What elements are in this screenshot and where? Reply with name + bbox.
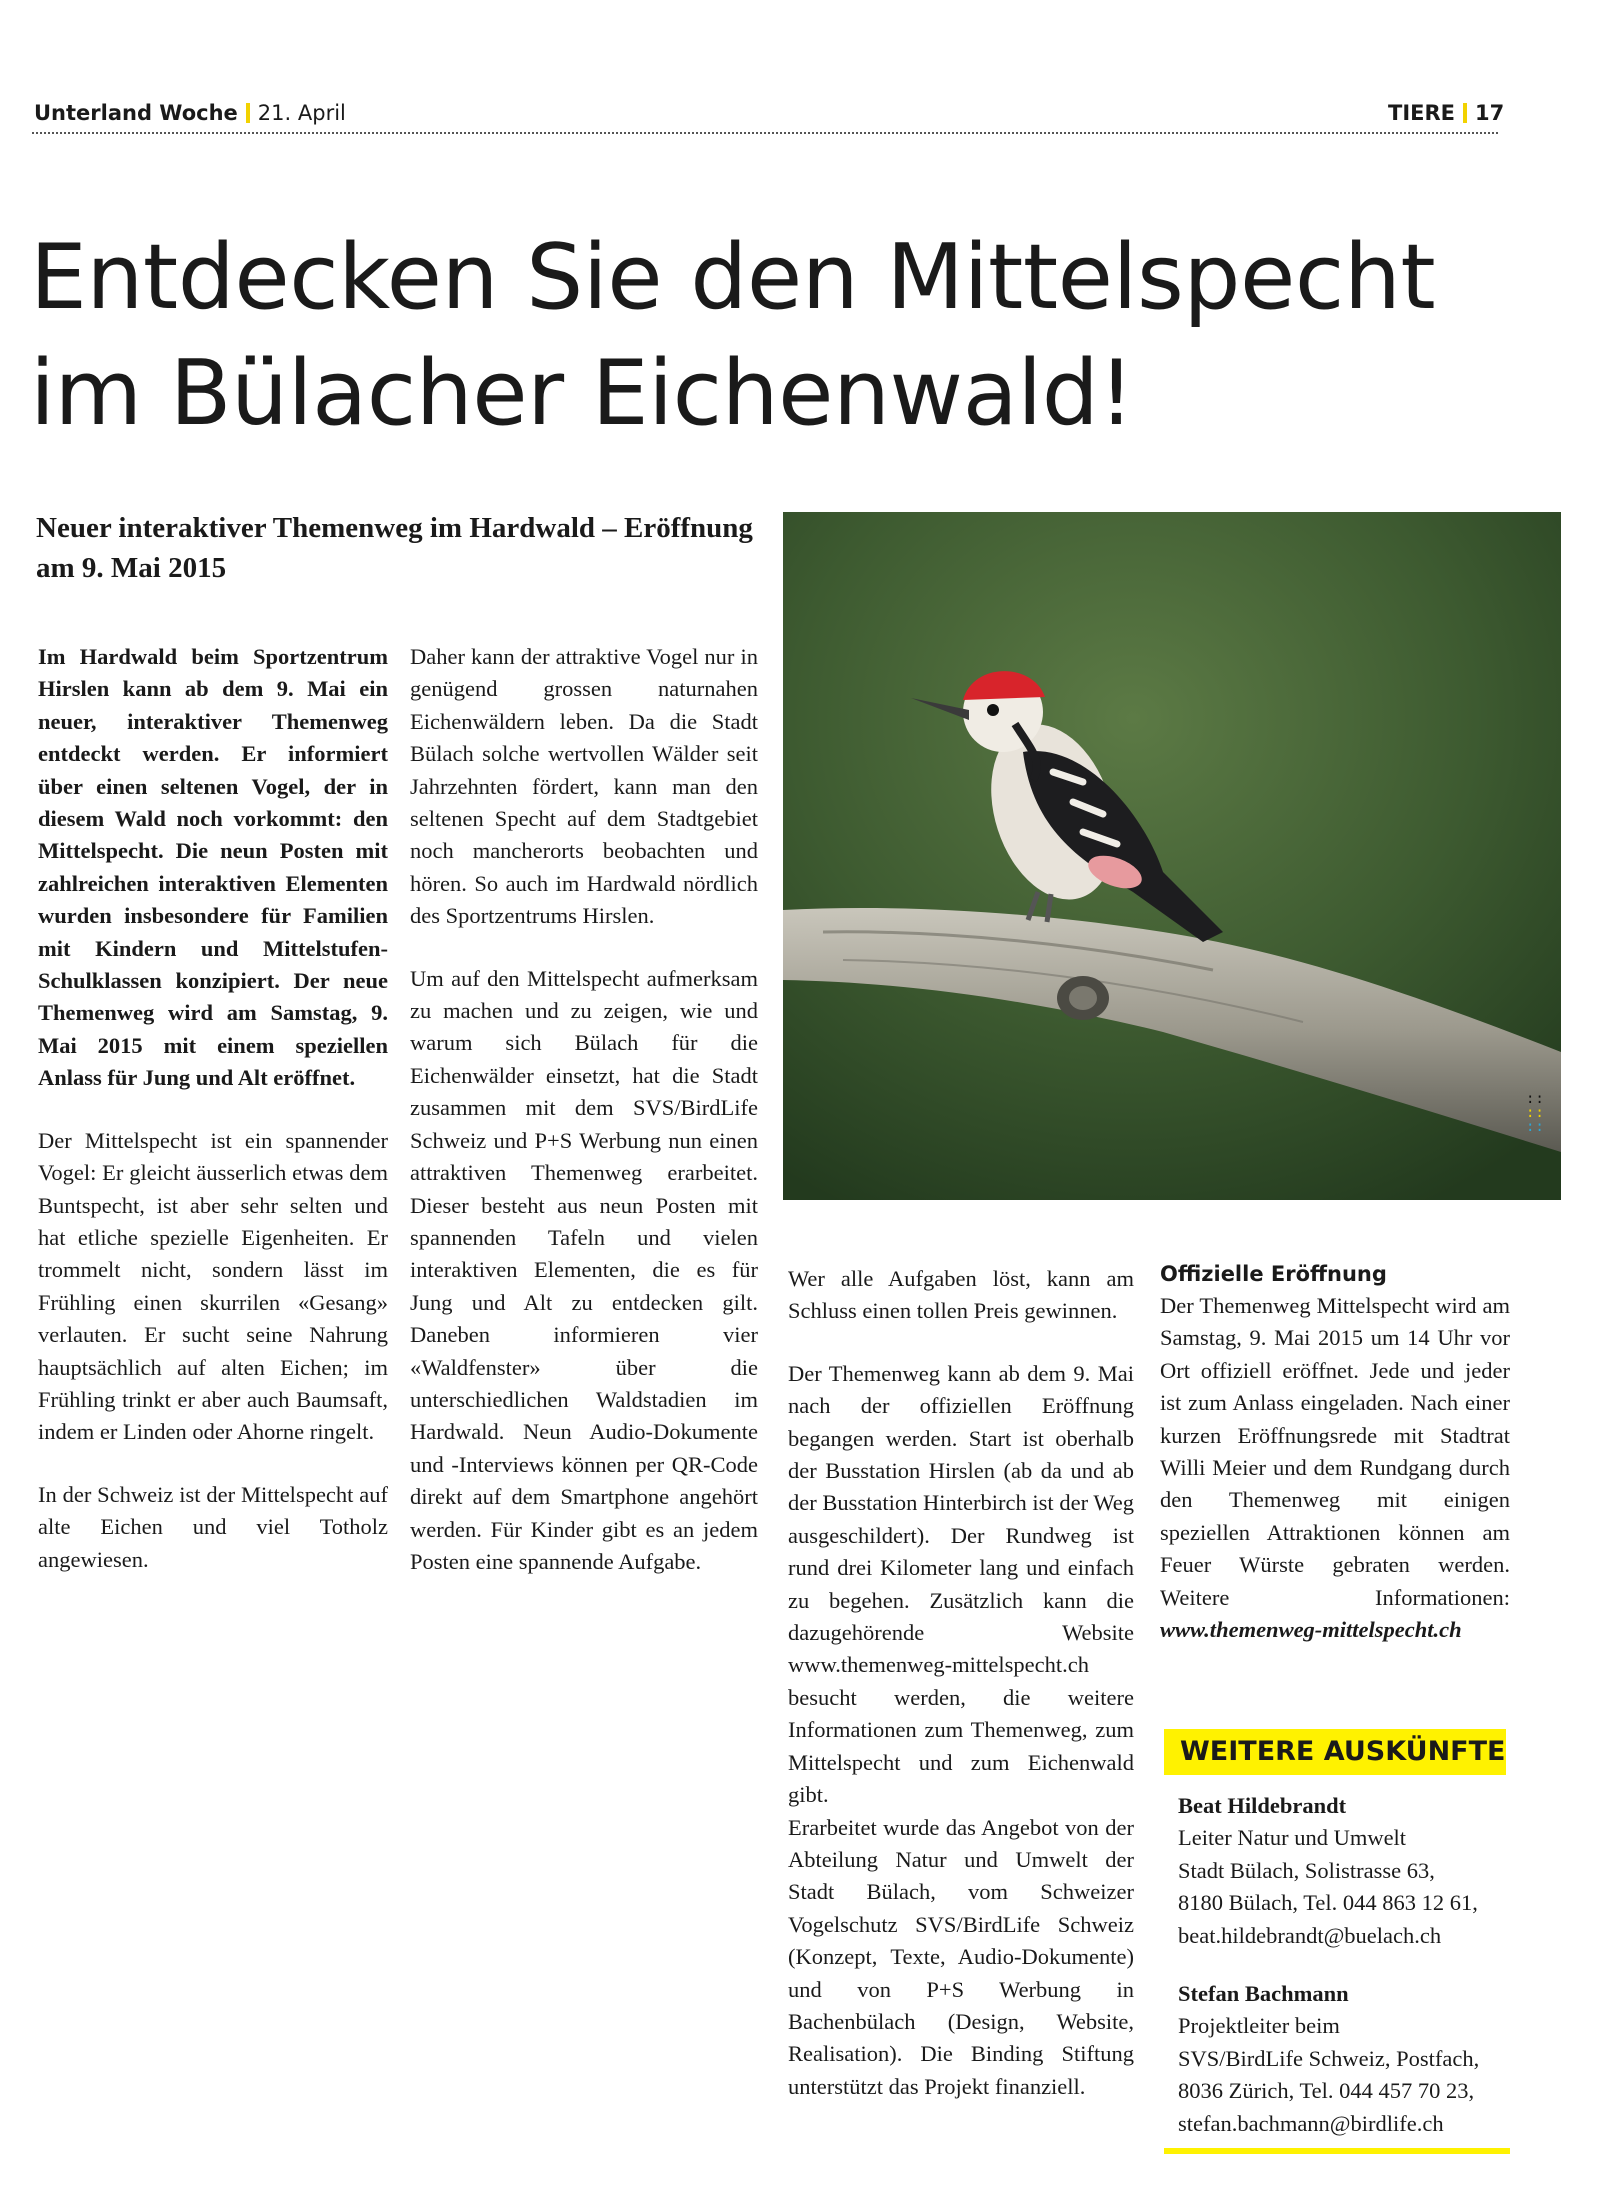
contact-role: Leiter Natur und Umwelt — [1178, 1825, 1407, 1851]
header-separator — [246, 103, 250, 123]
opening-text — [1160, 1290, 1510, 1646]
info-box-underline — [1164, 2148, 1510, 2154]
contact-email[interactable]: beat.hildebrandt@buelach.ch — [1178, 1922, 1442, 1948]
woodpecker-photo — [783, 512, 1561, 1200]
contact-role: Projektleiter beim — [1178, 2013, 1340, 2039]
article-column-2 — [410, 641, 758, 1578]
page-number: 17 — [1475, 101, 1505, 125]
opening-section — [1160, 1258, 1510, 1646]
contact-name: Beat Hildebrandt — [1178, 1793, 1347, 1818]
section-name: TIERE — [1388, 101, 1455, 125]
contact-email[interactable]: stefan.bachmann@birdlife.ch — [1178, 2110, 1444, 2136]
title-line-2: im Bülacher Eichenwald! — [30, 341, 1135, 446]
page-header — [34, 100, 346, 126]
contact-name: Stefan Bachmann — [1178, 1981, 1349, 2007]
issue-date: 21. April — [257, 101, 346, 125]
contact-list — [1178, 1790, 1518, 2140]
header-separator — [1463, 103, 1467, 123]
body-paragraph: Wer alle Aufgaben löst, kann am Schluss einen tollen Preis gewinnen. — [788, 1266, 1134, 1324]
body-paragraph: Daher kann der attraktive Vogel nur in genügend grossen naturnahen Eichenwäldern leben. Da die Stadt Bülach solche wertvollen Wälder seit Jahrzehnten fördert, kann man den seltenen Specht auf dem Stadtgebiet noch mancherorts beobachten und hören. So auch im Hardwald nördlich des Sportzentrums Hirslen. — [410, 644, 758, 929]
body-paragraph: Der Mittelspecht ist ein spannender Vogel: Er gleicht äusserlich etwas dem Buntspecht, ist aber sehr selten und hat etliche spezielle Eigenheiten. Er trommelt nicht, sondern lässt im Frühling einen skurrilen «Gesang» verlauten. Er sucht seine Nahrung hauptsächlich auf alten Eichen; im Frühling trinkt er aber auch Baumsaft, indem er Linden oder Ahorne ringelt. — [38, 1127, 388, 1445]
contact-phone: 8180 Bülach, Tel. 044 863 12 61, — [1178, 1890, 1478, 1916]
contact-phone: 8036 Zürich, Tel. 044 457 70 23, — [1178, 2078, 1475, 2104]
print-registration-marks: :: :: :: — [1526, 1091, 1545, 1135]
body-paragraph: Um auf den Mittelspecht aufmerksam zu machen und zu zeigen, wie und warum sich Bülach für die Eichenwälder einsetzt, hat die Stadt zusammen mit dem SVS/BirdLife Schweiz und P+S Werbung nun einen attraktiven Themenweg erarbeitet. Dieser besteht aus neun Posten mit spannenden Tafeln und vielen interaktiven Elementen, die es für Jung und Alt zu entdecken gilt. Daneben informieren vier «Waldfenster» über die unterschiedlichen Waldstadien im Hardwald. Neun Audio-Dokumente und -Interviews können per QR-Code direkt auf dem Smartphone angehört werden. Für Kinder gibt es an jedem Posten eine spannende Aufgabe. — [410, 965, 758, 1574]
contact-card — [1178, 1978, 1518, 2140]
article-title — [30, 220, 1490, 452]
info-box-heading: WEITERE AUSKÜNFTE — [1164, 1729, 1506, 1775]
body-paragraph: Der Themenweg kann ab dem 9. Mai nach der offiziellen Eröffnung begangen werden. Start ist oberhalb der Busstation Hirslen (ab da und ab der Busstation Hinterbirch ist der Weg ausgeschildert). Der Rundweg ist rund drei Kilometer lang und einfach zu begehen. Zusätzlich kann die dazugehörende Website www.themenweg-mittelspecht.ch besucht werden, die weitere Informationen zum Themenweg, zum Mittelspecht und zum Eichenwald gibt. — [788, 1360, 1134, 1808]
opening-heading: Offizielle Eröffnung — [1160, 1262, 1387, 1286]
contact-address: Stadt Bülach, Solistrasse 63, — [1178, 1857, 1435, 1883]
publication-name: Unterland Woche — [34, 101, 238, 125]
body-paragraph: Erarbeitet wurde das Angebot von der Abteilung Natur und Umwelt der Stadt Bülach, vom Schweizer Vogelschutz SVS/BirdLife Schweiz (Konzept, Texte, Audio-Dokumente) und von P+S Werbung in Bachenbülach (Design, Website, Realisation). Die Binding Stiftung unterstützt das Projekt finanziell. — [788, 1814, 1134, 2099]
title-line-1: Entdecken Sie den Mittelspecht — [30, 225, 1436, 330]
article-column-1 — [38, 641, 388, 1576]
website-link[interactable]: www.themenweg-mittelspecht.ch — [1160, 1617, 1462, 1643]
article-lead: Neuer interaktiver Themenweg im Hardwald – Eröffnung am 9. Mai 2015 — [36, 512, 753, 584]
intro-paragraph: Im Hardwald beim Sportzentrum Hirslen kann ab dem 9. Mai ein neuer, interaktiver Themenweg entdeckt werden. Er informiert über einen seltenen Vogel, der in diesem Wald noch vorkommt: den Mittelspecht. Die neun Posten mit zahlreichen interaktiven Elementen wurden insbesondere für Familien mit Kindern und Mittelstufen-Schulklassen konzipiert. Der neue Themenweg wird am Samstag, 9. Mai 2015 mit einem speziellen Anlass für Jung und Alt eröffnet. — [38, 644, 388, 1091]
contact-address: SVS/BirdLife Schweiz, Postfach, — [1178, 2045, 1480, 2071]
opening-body: Der Themenweg Mittelspecht wird am Samstag, 9. Mai 2015 um 14 Uhr vor Ort offiziell eröffnet. Jede und jeder ist zum Anlass eingeladen. Nach einer kurzen Eröffnungsrede mit Stadtrat Willi Meier und dem Rundgang durch den Themenweg mit einigen speziellen Attraktionen können am Feuer Würste gebraten werden. Weitere Informationen: — [1160, 1293, 1510, 1610]
article-column-3 — [788, 1263, 1134, 2103]
contact-card — [1178, 1790, 1518, 1952]
section-header — [1388, 100, 1504, 126]
body-paragraph: In der Schweiz ist der Mittelspecht auf alte Eichen und viel Totholz angewiesen. — [38, 1481, 388, 1572]
header-divider — [32, 132, 1498, 134]
